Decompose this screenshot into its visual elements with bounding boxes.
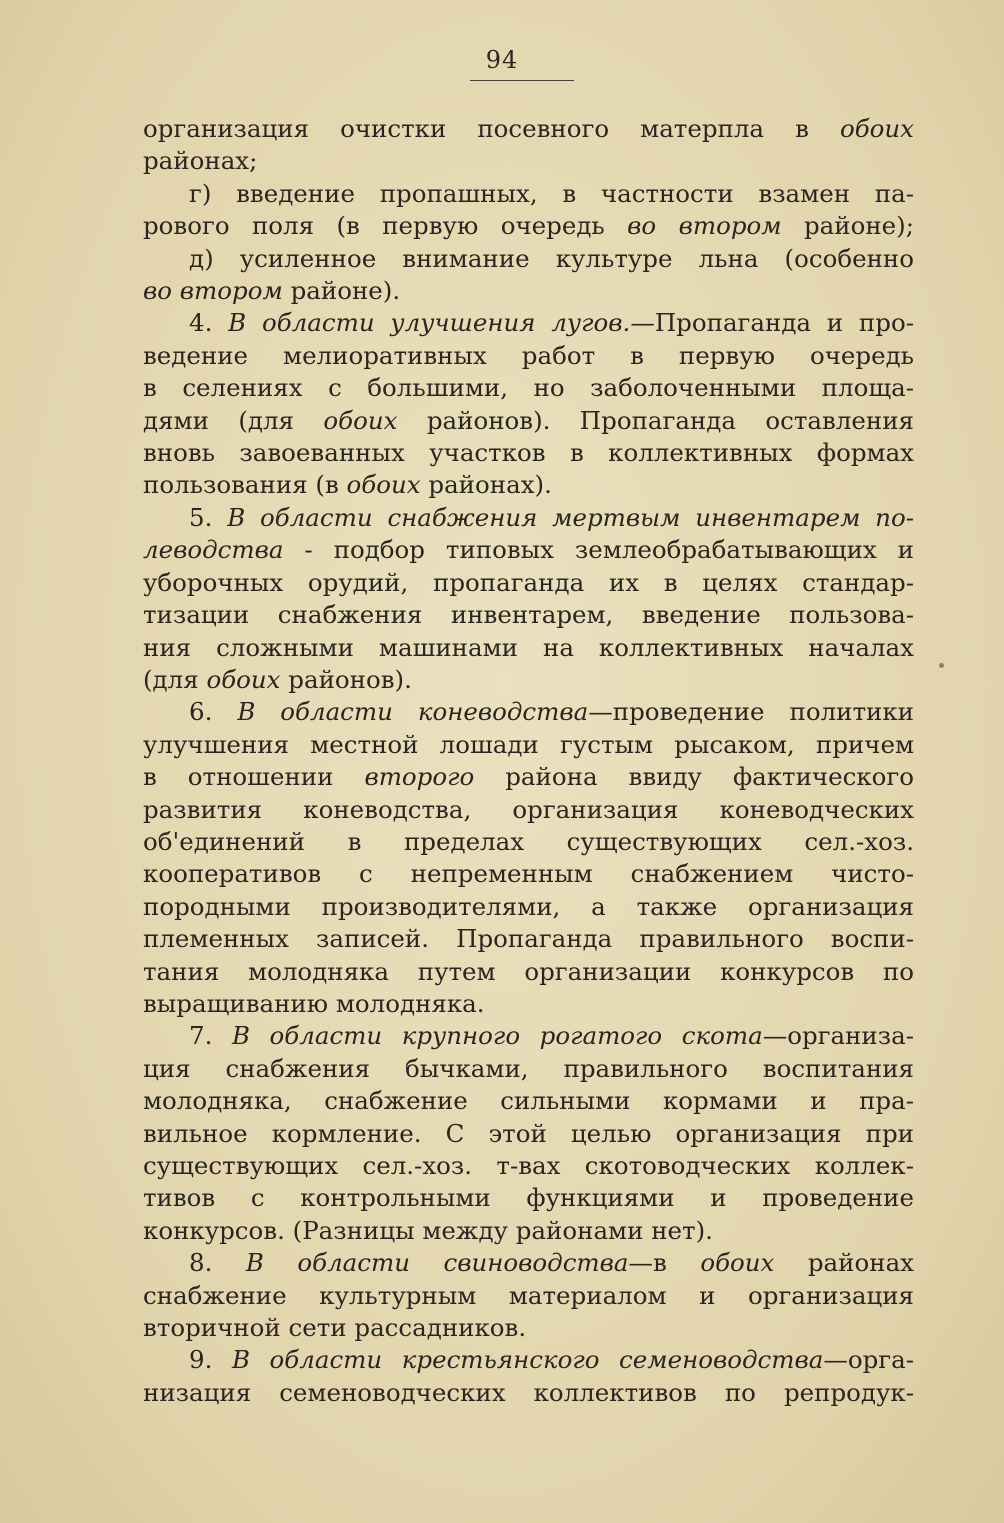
text-line bbox=[143, 826, 914, 858]
text-span: рового поля (в первую очередь bbox=[143, 211, 628, 241]
text-span: тивов с контрольными функциями и проведение bbox=[143, 1183, 914, 1213]
text-span: 6. bbox=[189, 697, 238, 727]
paper-spot bbox=[939, 663, 944, 668]
text-line bbox=[143, 1182, 914, 1214]
text-line bbox=[143, 307, 914, 339]
italic-text: во втором bbox=[143, 276, 283, 306]
text-line bbox=[143, 988, 914, 1020]
text-span: в отношении bbox=[143, 762, 365, 792]
italic-text: В области коневодства bbox=[237, 697, 589, 727]
text-line bbox=[143, 794, 914, 826]
text-span: 5. bbox=[189, 502, 228, 532]
text-line bbox=[143, 372, 914, 404]
text-span: низация семеноводческих коллективов по репродук- bbox=[143, 1377, 914, 1407]
text-span: пользования (в bbox=[143, 470, 347, 500]
text-line bbox=[143, 243, 914, 275]
text-line bbox=[143, 340, 914, 372]
text-line bbox=[143, 1312, 914, 1344]
text-span: вновь завоеванных участков в коллективных формах bbox=[143, 438, 914, 468]
text-line bbox=[143, 1377, 914, 1409]
text-span: дями (для bbox=[143, 405, 324, 435]
text-span: - подбор типовых землеобрабатывающих и bbox=[283, 535, 914, 565]
text-line bbox=[143, 145, 914, 177]
text-line bbox=[143, 632, 914, 664]
text-span: —орга- bbox=[823, 1345, 914, 1375]
text-span: выращиванию молодняка. bbox=[143, 988, 485, 1018]
text-line bbox=[143, 567, 914, 599]
text-span: районах bbox=[774, 1248, 914, 1278]
text-line bbox=[143, 275, 914, 307]
text-line bbox=[143, 178, 914, 210]
text-line bbox=[143, 1247, 914, 1279]
text-line bbox=[143, 1053, 914, 1085]
text-line bbox=[143, 664, 914, 696]
text-span: районе); bbox=[781, 211, 914, 241]
text-span: —проведение политики bbox=[588, 697, 914, 727]
text-line bbox=[143, 1118, 914, 1150]
italic-text: второго bbox=[364, 762, 475, 792]
text-span: развития коневодства, организация коневодческих bbox=[143, 794, 914, 824]
text-span: (для bbox=[143, 664, 207, 694]
text-line bbox=[143, 469, 914, 501]
text-line bbox=[143, 1344, 914, 1376]
text-line bbox=[143, 1280, 914, 1312]
text-span: в селениях с большими, но заболоченными площа- bbox=[143, 373, 914, 403]
text-span: тизации снабжения инвентарем, введение пользова- bbox=[143, 600, 914, 630]
text-span: 8. bbox=[189, 1248, 246, 1278]
text-line bbox=[143, 1085, 914, 1117]
italic-text: В области свиноводства bbox=[245, 1248, 629, 1278]
text-span: 7. bbox=[189, 1021, 232, 1051]
italic-text: обоих bbox=[700, 1248, 775, 1278]
text-span: молодняка, снабжение сильными кормами и пра- bbox=[143, 1086, 914, 1116]
text-span: ция снабжения бычками, правильного воспитания bbox=[143, 1053, 914, 1083]
text-line bbox=[143, 1020, 914, 1052]
text-span: районе). bbox=[282, 276, 401, 306]
text-span: вильное кормление. С этой целью организация при bbox=[143, 1118, 914, 1148]
text-span: снабжение культурным материалом и организация bbox=[143, 1280, 914, 1310]
italic-text: обоих bbox=[323, 405, 398, 435]
text-span: ния сложными машинами на коллективных началах bbox=[143, 632, 914, 662]
text-body bbox=[143, 113, 914, 1409]
text-span: —организа- bbox=[762, 1021, 914, 1051]
text-line bbox=[143, 858, 914, 890]
text-line bbox=[143, 113, 914, 145]
italic-text: леводства bbox=[143, 535, 284, 565]
text-span: —Пропаганда и про- bbox=[630, 308, 914, 338]
italic-text: обоих bbox=[346, 470, 421, 500]
text-line bbox=[143, 696, 914, 728]
text-span: районов). bbox=[280, 664, 412, 694]
text-line bbox=[143, 405, 914, 437]
text-span: организация очистки посевного матерпла в bbox=[143, 114, 840, 143]
text-span: г) введение пропашных, в частности взамен па- bbox=[189, 178, 914, 208]
text-span: 9. bbox=[189, 1345, 232, 1375]
text-span: конкурсов. (Разницы между районами нет). bbox=[143, 1215, 713, 1245]
text-span: уборочных орудий, пропаганда их в целях стандар- bbox=[143, 567, 914, 597]
text-span: тания молодняка путем организации конкурсов по bbox=[143, 956, 914, 986]
italic-text: обоих bbox=[206, 664, 281, 694]
italic-text: В области крестьянского семеноводства bbox=[231, 1345, 824, 1375]
text-span: района ввиду фактического bbox=[474, 762, 914, 792]
text-line bbox=[143, 1215, 914, 1247]
page-number: 94 bbox=[485, 46, 519, 74]
text-line bbox=[143, 534, 914, 566]
text-span: вторичной сети рассадников. bbox=[143, 1313, 527, 1343]
text-span: ведение мелиоративных работ в первую очередь bbox=[143, 340, 914, 370]
text-line bbox=[143, 956, 914, 988]
text-line bbox=[143, 729, 914, 761]
text-line bbox=[143, 599, 914, 631]
text-span: 4. bbox=[189, 308, 229, 338]
text-line bbox=[143, 923, 914, 955]
text-line bbox=[143, 761, 914, 793]
text-line bbox=[143, 502, 914, 534]
italic-text: В области снабжения мертвым инвентарем по- bbox=[227, 502, 914, 532]
italic-text: В области крупного рогатого скота bbox=[231, 1021, 763, 1051]
text-span: породными производителями, а также организация bbox=[143, 891, 914, 921]
italic-text: во втором bbox=[627, 211, 782, 241]
text-span: д) усиленное внимание культуре льна (особенно bbox=[189, 243, 914, 273]
text-span: районах; bbox=[143, 146, 258, 176]
text-span: —в bbox=[628, 1248, 701, 1278]
text-span: племенных записей. Пропаганда правильного воспи- bbox=[143, 924, 914, 954]
italic-text: В области улучшения лугов. bbox=[228, 308, 631, 338]
text-span: районах). bbox=[420, 470, 552, 500]
text-span: кооперативов с непременным снабжением чисто- bbox=[143, 859, 914, 889]
text-line bbox=[143, 437, 914, 469]
text-line bbox=[143, 891, 914, 923]
text-span: существующих сел.-хоз. т-вах скотоводческих коллек- bbox=[143, 1151, 914, 1180]
text-line bbox=[143, 210, 914, 242]
italic-text: обоих bbox=[839, 114, 914, 143]
text-span: районов). Пропаганда оставления bbox=[397, 405, 914, 435]
page-number-rule bbox=[470, 80, 574, 81]
text-span: об'единений в пределах существующих сел.-хоз. bbox=[143, 826, 914, 856]
text-line bbox=[143, 1150, 914, 1182]
text-span: улучшения местной лошади густым рысаком, причем bbox=[143, 729, 914, 759]
